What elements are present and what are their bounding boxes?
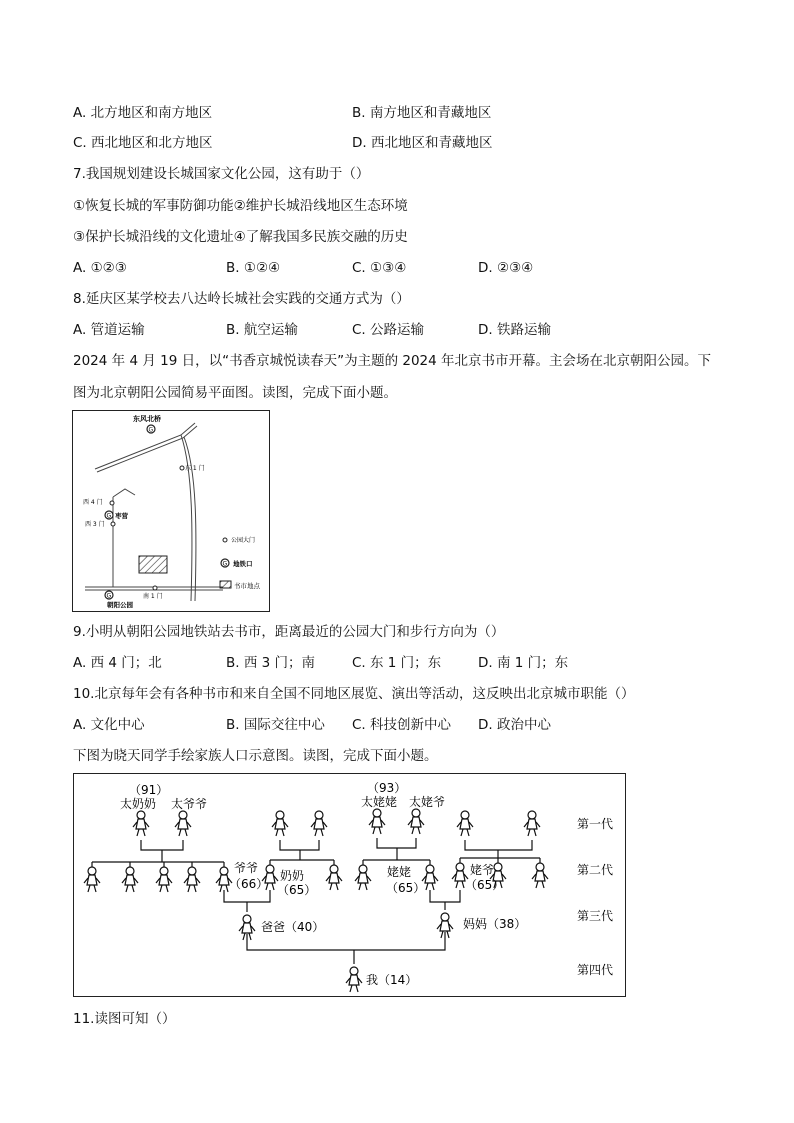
grandpa-maternal-age: （65） xyxy=(465,878,505,892)
person-gen2 xyxy=(84,867,100,892)
grandpa-age: （66） xyxy=(229,877,269,891)
q9-option-d: D. 南 1 门；东 xyxy=(478,655,569,671)
person-gen1 xyxy=(524,811,540,836)
book-fair-area xyxy=(139,556,167,573)
park-map xyxy=(72,410,270,612)
q9-stem: 9.小明从朝阳公园地铁站去书市，距离最近的公园大门和步行方向为（） xyxy=(73,624,505,640)
q10-option-b: B. 国际交往中心 xyxy=(226,717,325,733)
q9-option-c: C. 东 1 门；东 xyxy=(352,655,442,671)
station-chaoyanggongyuan: 朝阳公园 xyxy=(107,601,133,609)
great-grandpa-label: 太爷爷 xyxy=(171,797,208,811)
q7-statement-2: ③保护长城沿线的文化遗址④了解我国多民族交融的历史 xyxy=(73,229,408,245)
q11-stem: 11.读图可知（） xyxy=(73,1011,176,1027)
q9-option-a: A. 西 4 门；北 xyxy=(73,655,162,671)
station-zaoying: 枣营 xyxy=(115,512,128,520)
legend-book-fair-label: 书市地点 xyxy=(234,582,260,590)
person-me xyxy=(346,967,362,992)
metro-glyph: G xyxy=(148,426,154,434)
great-grandpa-maternal-label: 太姥爷 xyxy=(409,795,446,809)
generation-4-label: 第四代 xyxy=(577,963,614,977)
q6-option-a: A. 北方地区和南方地区 xyxy=(73,105,213,121)
person-gen2 xyxy=(326,865,342,890)
person-gen2 xyxy=(355,865,371,890)
great-grandma-maternal-age: （93） xyxy=(367,781,407,795)
gate-west-3-marker xyxy=(111,522,115,526)
family-tree-diagram xyxy=(73,773,626,997)
intro-paragraph-line-2: 图为北京朝阳公园简易平面图。读图，完成下面小题。 xyxy=(73,385,397,401)
metro-glyph: G xyxy=(222,560,228,568)
q10-option-a: A. 文化中心 xyxy=(73,717,145,733)
father-label: 爸爸（40） xyxy=(261,920,325,934)
me-label: 我（14） xyxy=(366,973,418,987)
generation-2-label: 第二代 xyxy=(577,863,614,877)
great-grandma-maternal-label: 太姥姥 xyxy=(361,795,398,809)
person-great-grandpa-maternal xyxy=(408,809,424,834)
grandma-maternal-age: （65） xyxy=(386,881,426,895)
legend-gate-marker xyxy=(223,538,227,542)
great-grandma-label: 太奶奶 xyxy=(120,797,157,811)
gate-south-1-label: 南 1 门 xyxy=(143,593,163,600)
grandma-age: （65） xyxy=(277,883,317,897)
intro-family-diagram: 下图为晓天同学手绘家族人口示意图。读图，完成下面小题。 xyxy=(73,748,438,764)
grandpa-maternal-label: 姥爷 xyxy=(470,863,495,877)
q8-option-b: B. 航空运输 xyxy=(226,322,298,338)
gate-west-4-marker xyxy=(110,501,114,505)
great-grandma-age: （91） xyxy=(129,783,169,797)
gate-west-4-label: 西 4 门 xyxy=(83,499,103,506)
q6-option-c: C. 西北地区和北方地区 xyxy=(73,135,213,151)
gate-east-1-label: 东 1 门 xyxy=(185,465,205,472)
person-gen1 xyxy=(457,811,473,836)
gate-east-1-marker xyxy=(180,466,184,470)
q8-option-d: D. 铁路运输 xyxy=(478,322,551,338)
grandma-maternal-label: 姥姥 xyxy=(387,865,412,879)
person-great-grandma-maternal xyxy=(369,809,385,834)
q7-stem: 7.我国规划建设长城国家文化公园，这有助于（） xyxy=(73,166,370,182)
q10-option-c: C. 科技创新中心 xyxy=(352,717,452,733)
q8-stem: 8.延庆区某学校去八达岭长城社会实践的交通方式为（） xyxy=(73,291,410,307)
grandpa-label: 爷爷 xyxy=(234,861,259,875)
q7-statement-1: ①恢复长城的军事防御功能②维护长城沿线地区生态环境 xyxy=(73,198,408,214)
q10-stem: 10.北京每年会有各种书市和来自全国不同地区展览、演出等活动，这反映出北京城市职能（） xyxy=(73,686,635,702)
person-gen1 xyxy=(311,811,327,836)
person-gen2 xyxy=(122,867,138,892)
q7-option-d: D. ②③④ xyxy=(478,260,534,276)
q10-option-d: D. 政治中心 xyxy=(478,717,551,733)
q7-option-b: B. ①②④ xyxy=(226,260,281,276)
q7-option-c: C. ①③④ xyxy=(352,260,407,276)
intro-paragraph-line-1: 2024 年 4 月 19 日，以“书香京城悦读春天”为主题的 2024 年北京书市开幕。主会场在北京朝阳公园。下 xyxy=(73,353,712,369)
person-gen2 xyxy=(532,863,548,888)
generation-1-label: 第一代 xyxy=(577,817,614,831)
q6-option-b: B. 南方地区和青藏地区 xyxy=(352,105,492,121)
station-dongfengbeiqiao: 东风北桥 xyxy=(133,415,161,423)
legend-gate-label: 公园大门 xyxy=(231,537,256,544)
person-great-grandpa-paternal xyxy=(175,811,191,836)
person-gen1 xyxy=(272,811,288,836)
q6-option-d: D. 西北地区和青藏地区 xyxy=(352,135,493,151)
family-connectors xyxy=(92,838,540,964)
person-gen2 xyxy=(184,867,200,892)
person-gen2 xyxy=(156,867,172,892)
q7-option-a: A. ①②③ xyxy=(73,260,127,276)
metro-glyph: G xyxy=(106,512,112,520)
mother-label: 妈妈（38） xyxy=(463,917,527,931)
generation-3-label: 第三代 xyxy=(577,909,614,923)
q8-option-a: A. 管道运输 xyxy=(73,322,145,338)
q9-option-b: B. 西 3 门；南 xyxy=(226,655,316,671)
q8-option-c: C. 公路运输 xyxy=(352,322,425,338)
legend-metro-label: 地铁口 xyxy=(233,560,253,568)
grandma-label: 奶奶 xyxy=(280,869,305,883)
gate-west-3-label: 西 3 门 xyxy=(85,521,105,528)
metro-glyph: G xyxy=(106,592,112,600)
legend-book-fair-swatch xyxy=(220,581,231,588)
person-great-grandma-paternal xyxy=(133,811,149,836)
gate-south-1-marker xyxy=(153,586,157,590)
